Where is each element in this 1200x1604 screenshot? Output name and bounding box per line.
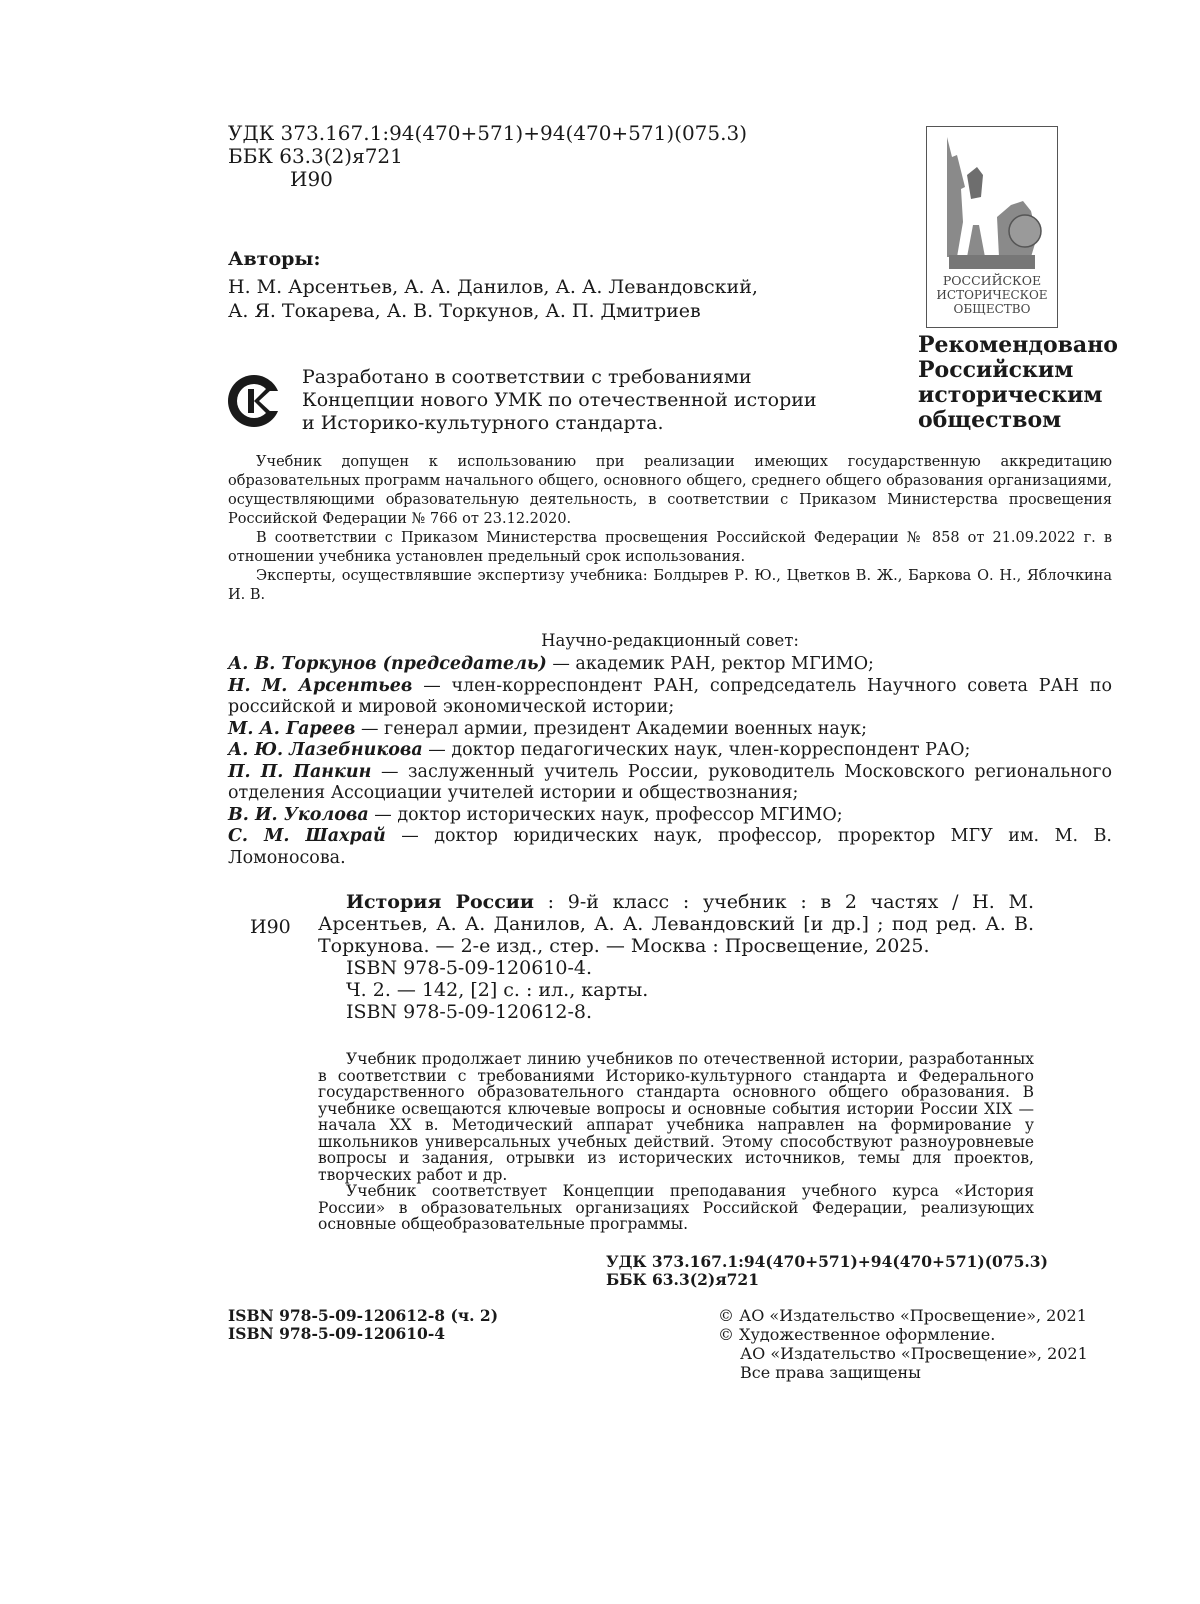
rio-recommendation (918, 333, 1118, 433)
council-member (228, 654, 1112, 676)
svg-text:РОССИЙСКОЕ: РОССИЙСКОЕ (942, 273, 1042, 288)
catalog-description (318, 891, 1034, 957)
member-desc: — доктор исторических наук, профессор МГИМО; (368, 804, 843, 825)
council-member (228, 826, 1112, 869)
isbn-block (228, 1307, 498, 1343)
member-name: М. А. Гареев (228, 718, 356, 739)
copyright-block (718, 1306, 1088, 1382)
catalog-bbk: ББК 63.3(2)я721 (606, 1270, 759, 1289)
copyright-line: АО «Издательство «Просвещение», 2021 (740, 1344, 1088, 1363)
member-name: С. М. Шахрай (228, 826, 386, 846)
part-info: Ч. 2. — 142, [2] с. : ил., карты. (346, 979, 649, 1001)
bbk-code: ББК 63.3(2)я721 (228, 144, 403, 168)
svg-text:ОБЩЕСТВО: ОБЩЕСТВО (953, 302, 1031, 316)
member-desc: — доктор педагогических наук, член-корреспондент РАО; (422, 740, 971, 760)
member-desc: — генерал армии, президент Академии военных наук; (355, 718, 867, 739)
member-name: П. П. Панкин (228, 761, 372, 782)
catalog-udk: УДК 373.167.1:94(470+571)+94(470+571)(075.3) (606, 1252, 1048, 1271)
council-title: Научно-редакционный совет: (541, 631, 799, 650)
rights-line: Все права защищены (740, 1363, 921, 1382)
isbn-set: ISBN 978-5-09-120610-4. (346, 957, 593, 979)
svg-text:ИСТОРИЧЕСКОЕ: ИСТОРИЧЕСКОЕ (936, 288, 1048, 302)
ik-line: и Историко-культурного стандарта. (302, 412, 664, 434)
rio-rec-line: Рекомендовано (918, 332, 1118, 358)
member-name: А. Ю. Лазебникова (228, 740, 423, 760)
member-name: Н. М. Арсентьев (228, 675, 413, 696)
member-name: А. В. Торкунов (председатель) (228, 654, 547, 674)
copyright-line: © Художественное оформление. (718, 1325, 996, 1344)
member-desc: — заслуженный учитель России, руководитель Московского регионального отделения Ассоциации учителей истории и обществознания; (228, 761, 1112, 803)
isbn-part-line: ISBN 978-5-09-120612-8 (ч. 2) (228, 1306, 499, 1325)
council-list (228, 654, 1112, 869)
council-member (228, 762, 1112, 805)
rio-rec-line: обществом (918, 407, 1062, 433)
book-imprint: : 9-й класс : учебник : в 2 частях / Н. М. Арсентьев, А. А. Данилов, А. А. Левандовский [и др.] ; под ред. А. В. Торкунова. — 2-е изд., стер. — Москва : Просвещение, 2025. (318, 891, 1034, 957)
ik-line: Разработано в соответствии с требованиями (302, 366, 752, 388)
ik-logo-icon (226, 373, 282, 429)
book-title: История России (346, 891, 534, 913)
authors-title: Авторы: (228, 248, 321, 270)
rio-rec-line: Российским (918, 357, 1074, 383)
rio-logo-icon (926, 126, 1058, 328)
ik-statement (302, 366, 817, 435)
ik-line: Концепции нового УМК по отечественной истории (302, 389, 817, 411)
catalog-author-mark: И90 (250, 916, 291, 938)
member-name: В. И. Уколова (228, 804, 369, 825)
authors-list (228, 275, 758, 323)
annotation-paragraph: Учебник соответствует Концепции преподавания учебного курса «История России» в образовательных организациях Российской Федерации, реализующих основные общеобразовательные программы. (318, 1182, 1034, 1233)
experts-paragraph: Эксперты, осуществлявшие экспертизу учебника: Болдырев Р. Ю., Цветков В. Ж., Баркова О. Н., Яблочкина И. В. (228, 568, 1112, 603)
annotation-paragraph: Учебник продолжает линию учебников по отечественной истории, разработанных в соответствии с требованиями Историко-культурного стандарта и Федерального государственного образовательного стандарта основного общего образования. В учебнике освещаются ключевые вопросы и основные события истории России XIX — начала XX в. Методический аппарат учебника направлен на формирование у школьников универсальных учебных действий. Этому способствуют разноуровневые вопросы и задания, отрывки из исторических источников, темы для проектов, творческих работ и др. (318, 1050, 1034, 1184)
udk-code: УДК 373.167.1:94(470+571)+94(470+571)(075.3) (228, 121, 748, 145)
council-member (228, 676, 1112, 719)
council-member (228, 740, 1112, 762)
approval-paragraph: Учебник допущен к использованию при реализации имеющих государственную аккредитацию образовательных программ начального общего, основного общего, среднего общего образования организациями, осуществляющими образовательную деятельность, в соответствии с Приказом Министерства просвещения Российской Федерации № 766 от 23.12.2020. (228, 454, 1112, 527)
isbn-total-line: ISBN 978-5-09-120610-4 (228, 1324, 446, 1343)
member-desc: — доктор юридических наук, профессор, проректор МГУ им. М. В. Ломоносова. (228, 826, 1112, 868)
catalog-entry (318, 891, 1034, 1023)
council-member (228, 805, 1112, 827)
authors-line: Н. М. Арсентьев, А. А. Данилов, А. А. Левандовский, (228, 276, 758, 298)
annotation (318, 1051, 1034, 1233)
approval-paragraph: В соответствии с Приказом Министерства просвещения Российской Федерации № 858 от 21.09.2022 г. в отношении учебника установлен предельный срок использования. (228, 530, 1112, 565)
council-member (228, 719, 1112, 741)
catalog-classification (606, 1253, 1048, 1289)
rio-rec-line: историческим (918, 382, 1103, 408)
author-mark: И90 (290, 167, 333, 191)
copyright-line: © АО «Издательство «Просвещение», 2021 (718, 1306, 1087, 1325)
approval-block (228, 453, 1112, 605)
member-desc: — член-корреспондент РАН, сопредседатель Научного совета РАН по российской и мировой экономической истории; (228, 675, 1112, 717)
isbn-part: ISBN 978-5-09-120612-8. (346, 1001, 593, 1023)
udk-block (228, 122, 747, 191)
member-desc: — академик РАН, ректор МГИМО; (546, 654, 874, 674)
authors-line: А. Я. Токарева, А. В. Торкунов, А. П. Дмитриев (228, 300, 701, 322)
